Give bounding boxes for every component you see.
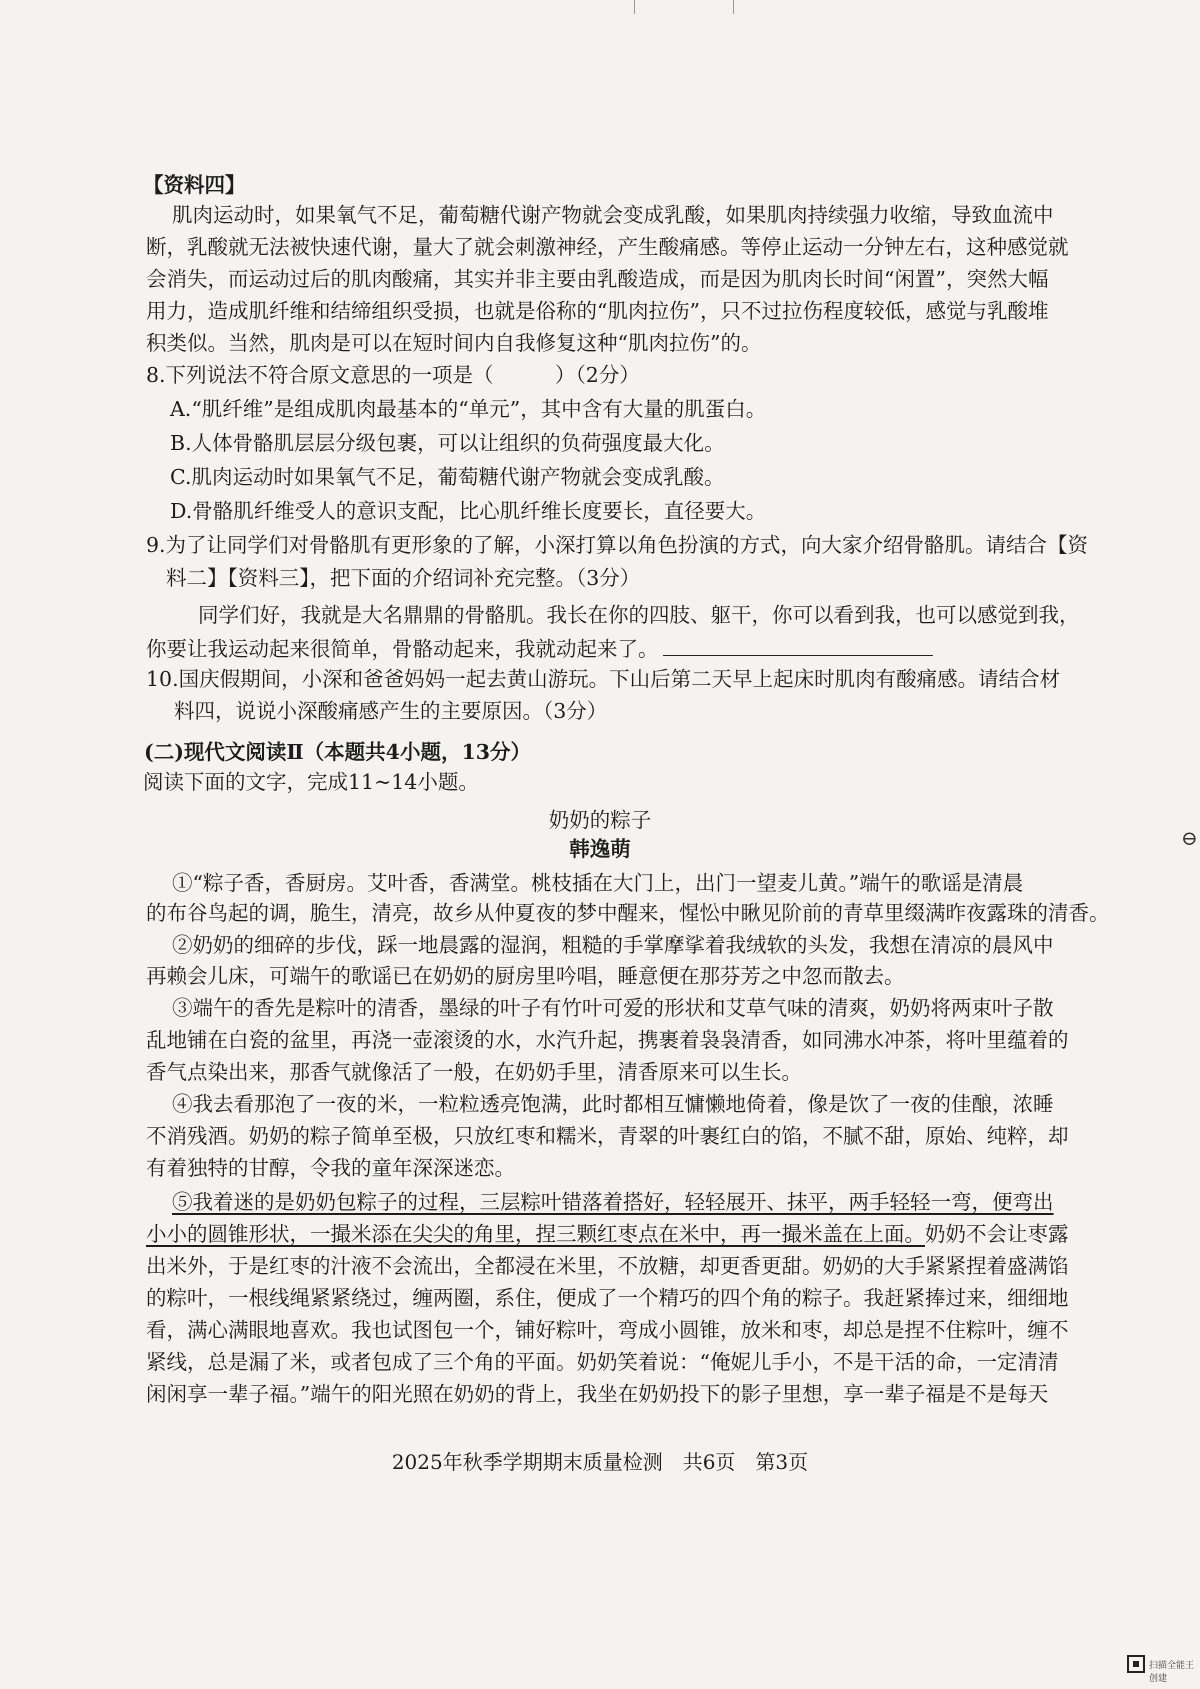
article-line: ②奶奶的细碎的步伐，踩一地晨露的湿润，粗糙的手掌摩挲着我绒软的头发，我想在清凉的晨风中 [172, 933, 1054, 957]
material4-heading: 【资料四】 [143, 173, 246, 197]
article-line-underlined: ⑤我着迷的是奶奶包粽子的过程，三层粽叶错落着搭好，轻轻展开、抹平，两手轻轻一弯，便弯出 [172, 1190, 1054, 1214]
article-line: 看，满心满眼地喜欢。我也试图包一个，铺好粽叶，弯成小圆锥，放米和枣，却总是捏不住粽叶，缠不 [146, 1318, 1069, 1342]
article-line: 闲闲享一辈子福。”端午的阳光照在奶奶的背上，我坐在奶奶投下的影子里想，享一辈子福是不是每天 [146, 1382, 1049, 1406]
underlined-sentence: 小小的圆锥形状，一撮米添在尖尖的角里，捏三颗红枣点在米中，再一撮米盖在上面。 [146, 1222, 925, 1246]
section-2-title: (二)现代文阅读Ⅱ（本题共4小题，13分） [144, 740, 531, 764]
material4-line: 用力，造成肌纤维和结缔组织受损，也就是俗称的“肌肉拉伤”，只不过拉伤程度较低，感觉与乳酸堆 [146, 299, 1049, 323]
article-line: 的布谷鸟起的调，脆生，清亮，故乡从仲夏夜的梦中醒来，惺忪中瞅见阶前的青草里缀满昨夜露珠的清香。 [146, 901, 1110, 925]
scanner-watermark: 扫描全能王 创建 [1149, 1661, 1195, 1684]
question-9-stem-cont: 料二】【资料三】，把下面的介绍词补充完整。（3分） [166, 566, 641, 590]
question-10-stem-cont: 料四，说说小深酸痛感产生的主要原因。（3分） [174, 699, 608, 723]
question-8-option-b: B.人体骨骼肌层层分级包裹，可以让组织的负荷强度最大化。 [170, 431, 725, 455]
question-8-option-c: C.肌肉运动时如果氧气不足，葡萄糖代谢产物就会变成乳酸。 [170, 465, 725, 489]
section-2-instruction: 阅读下面的文字，完成11~14小题。 [143, 770, 479, 794]
article-line: 不消残酒。奶奶的粽子简单至极，只放红枣和糯米，青翠的叶裹红白的馅，不腻不甜，原始、纯粹，却 [146, 1124, 1069, 1148]
qr-code-icon [1127, 1655, 1145, 1673]
article-line: 有着独特的甘醇，令我的童年深深迷恋。 [146, 1156, 515, 1180]
binding-margin-mark: ⊖ [1181, 826, 1198, 850]
question-8-option-d: D.骨骼肌纤维受人的意识支配，比心肌纤维长度要长，直径要大。 [170, 499, 767, 523]
article-line: 出米外，于是红枣的汁液不会流出，全都浸在米里，不放糖，却更香更甜。奶奶的大手紧紧捏着盛满馅 [146, 1254, 1069, 1278]
question-8-option-a: A.“肌纤维”是组成肌肉最基本的“单元”，其中含有大量的肌蛋白。 [170, 397, 767, 421]
article-line-tail: 奶奶不会让枣露 [925, 1222, 1069, 1246]
material4-line: 断，乳酸就无法被快速代谢，量大了就会刺激神经，产生酸痛感。等停止运动一分钟左右，这种感觉就 [146, 235, 1069, 259]
material4-line: 会消失，而运动过后的肌肉酸痛，其实并非主要由乳酸造成，而是因为肌肉长时间“闲置”，突然大幅 [146, 267, 1049, 291]
page-footer: 2025年秋季学期期末质量检测 共6页 第3页 [391, 1450, 809, 1474]
scan-edge-mark [634, 0, 635, 14]
material4-line: 积类似。当然，肌肉是可以在短时间内自我修复这种“肌肉拉伤”的。 [146, 331, 762, 355]
article-line: 的粽叶，一根线绳紧紧绕过，缠两圈，系住，便成了一个精巧的四个角的粽子。我赶紧捧过来，细细地 [146, 1286, 1069, 1310]
question-8-stem: 8.下列说法不符合原文意思的一项是（ ）（2分） [146, 363, 640, 387]
article-line: 乱地铺在白瓷的盆里，再浇一壶滚烫的水，水汽升起，携裹着袅袅清香，如同沸水冲茶，将叶里蕴着的 [146, 1028, 1069, 1052]
answer-blank[interactable] [663, 635, 933, 656]
question-9-intro: 同学们好，我就是大名鼎鼎的骨骼肌。我长在你的四肢、躯干，你可以看到我，也可以感觉到我， [198, 603, 1080, 627]
article-line: ③端午的香先是粽叶的清香，墨绿的叶子有竹叶可爱的形状和艾草气味的清爽，奶奶将两束叶子散 [172, 996, 1054, 1020]
question-9-stem: 9.为了让同学们对骨骼肌有更形象的了解，小深打算以角色扮演的方式，向大家介绍骨骼肌。请结合【资 [146, 533, 1089, 557]
article-line: ④我去看那泡了一夜的米，一粒粒透亮饱满，此时都相互慵懒地倚着，像是饮了一夜的佳酿，浓睡 [172, 1092, 1054, 1116]
article-line: ①“粽子香，香厨房。艾叶香，香满堂。桃枝插在大门上，出门一望麦儿黄。”端午的歌谣是清晨 [172, 871, 1024, 895]
article-line: 香气点染出来，那香气就像活了一般，在奶奶手里，清香原来可以生长。 [146, 1060, 802, 1084]
article-line: 紧线，总是漏了米，或者包成了三个角的平面。奶奶笑着说：“俺妮儿手小，不是干活的命，一定清清 [146, 1350, 1059, 1374]
article-title: 奶奶的粽子 [548, 808, 652, 832]
article-line [146, 1219, 1069, 1249]
question-9-intro-cont [146, 634, 933, 664]
article-line: 再赖会儿床，可端午的歌谣已在奶奶的厨房里吟唱，睡意便在那芬芳之中忽而散去。 [146, 964, 905, 988]
question-10-stem: 10.国庆假期间，小深和爸爸妈妈一起去黄山游玩。下山后第二天早上起床时肌肉有酸痛感。请结合材 [146, 667, 1061, 691]
article-author: 韩逸萌 [569, 837, 631, 861]
material4-line: 肌肉运动时，如果氧气不足，葡萄糖代谢产物就会变成乳酸，如果肌肉持续强力收缩，导致血流中 [172, 203, 1054, 227]
question-9-intro-text: 你要让我运动起来很简单，骨骼动起来，我就动起来了。 [146, 637, 659, 661]
scan-edge-mark [733, 0, 734, 14]
